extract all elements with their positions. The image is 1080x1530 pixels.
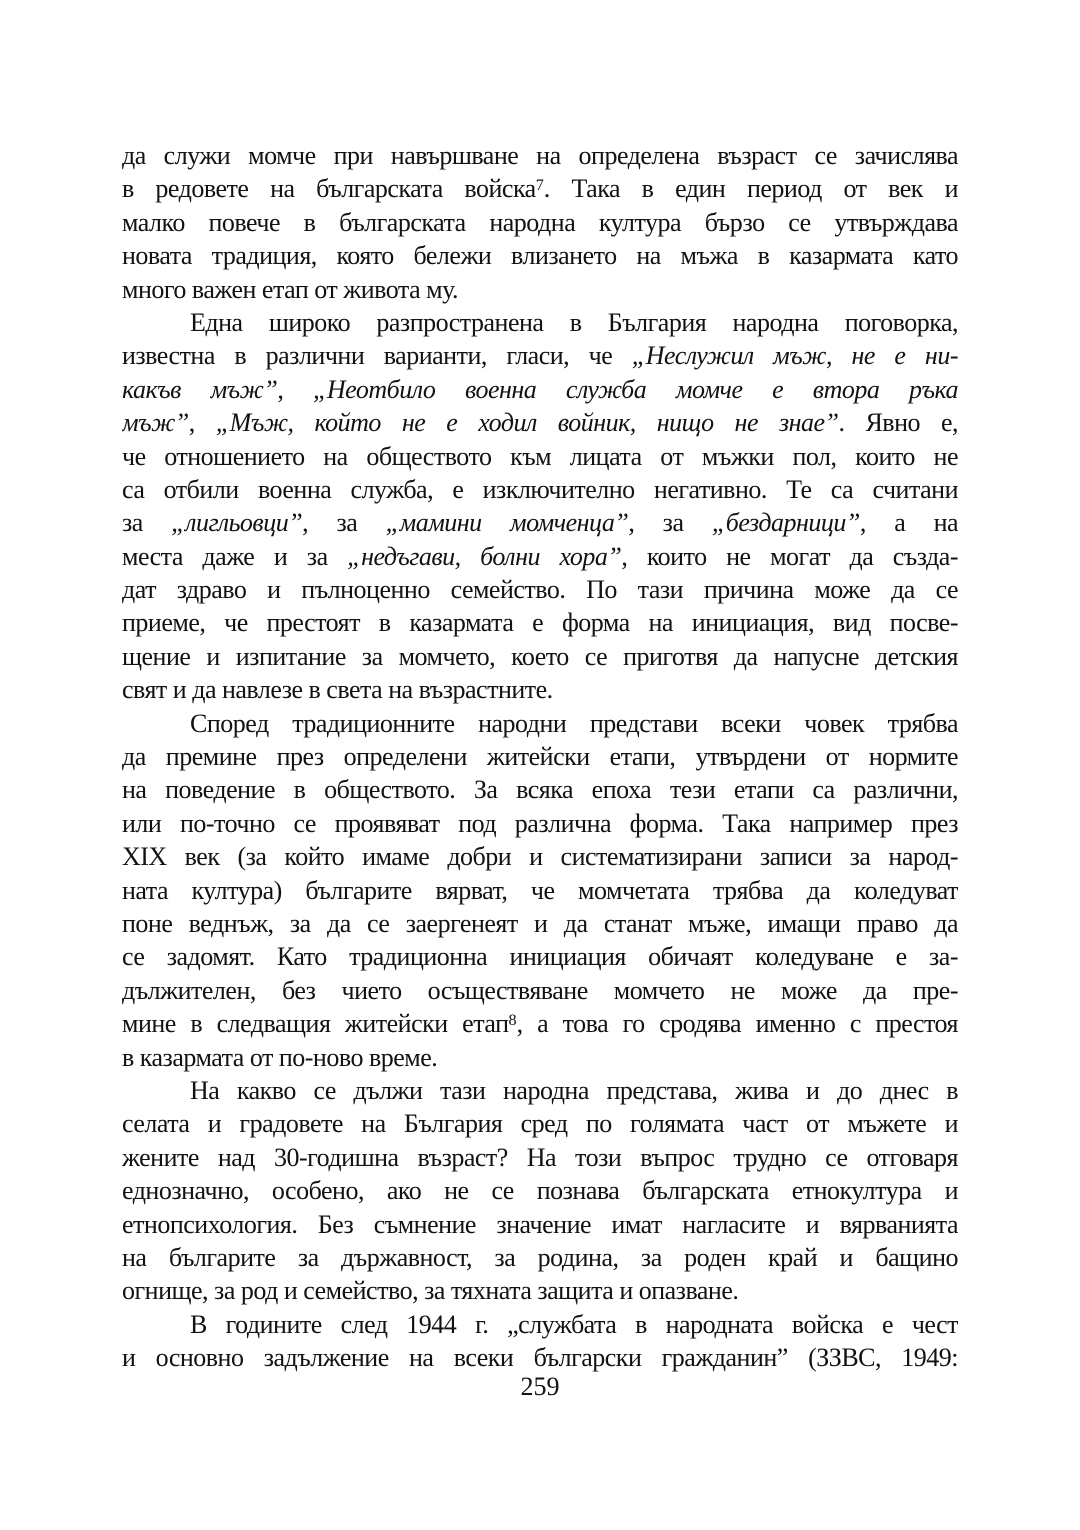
text-run: , за — [302, 508, 386, 538]
text-run: щение и изпитание за момчето, което се приготвя да напусне детския — [122, 641, 958, 671]
text-line — [122, 1241, 958, 1274]
text-run: жените над 30-годишна възраст? На този въпрос трудно се отговаря — [122, 1142, 958, 1172]
text-run: дължителен, без чието осъществяване момчето не може да пре- — [122, 975, 958, 1005]
italic-quote-text: какъв мъж” — [122, 374, 278, 404]
text-run: селата и градовете на България сред по голямата част от мъжете и — [122, 1109, 958, 1139]
text-run: , които не могат да създа- — [621, 541, 958, 571]
text-line — [122, 172, 958, 205]
text-run: . Явно е, — [838, 408, 958, 438]
text-line — [122, 640, 958, 673]
italic-quote-text: „Мъж, който не е ходил войник, нищо не знае” — [215, 408, 839, 438]
text-run: приеме, че престоят в казармата е форма на инициация, вид посве- — [122, 608, 958, 638]
paragraph — [122, 1308, 958, 1375]
text-line — [122, 974, 958, 1007]
text-run: , а на — [859, 508, 958, 538]
text-run: . Така в един период от век и — [543, 174, 958, 204]
text-run: мине в следващия житейски етап — [122, 1009, 509, 1039]
text-line — [122, 473, 958, 506]
footnote-reference: 8 — [508, 1011, 517, 1029]
text-run: се задомят. Като традиционна инициация обичаят коледуване е за- — [122, 942, 958, 972]
italic-quote-text: мъж” — [122, 408, 189, 438]
text-line — [122, 807, 958, 840]
text-line — [122, 273, 958, 306]
text-run: , а това го сродява именно с престоя — [516, 1009, 958, 1039]
text-run: в редовете на българската войска — [122, 174, 536, 204]
text-run: свят и да навлезе в света на възрастните. — [122, 675, 553, 705]
text-line — [122, 506, 958, 539]
text-line — [122, 339, 958, 372]
text-line — [122, 1007, 958, 1040]
text-line — [122, 206, 958, 239]
text-line — [122, 874, 958, 907]
text-run: места даже и за — [122, 541, 348, 571]
text-run: етнопсихология. Без съмнение значение имат нагласите и вярванията — [122, 1209, 958, 1239]
text-run: еднозначно, особено, ако не се познава българската етнокултура и — [122, 1176, 958, 1206]
text-run: , — [277, 374, 313, 404]
text-run: ната култура) българите вярват, че момчетата трябва да коледуват — [122, 875, 958, 905]
text-line — [122, 1274, 958, 1307]
text-run: известна в различни варианти, гласи, че — [122, 341, 632, 371]
text-run: или по-точно се проявяват под различна форма. Така например през — [122, 808, 958, 838]
italic-quote-text: „Неслужил мъж, не е ни- — [631, 341, 958, 371]
italic-quote-text: „Неотбило военна служба момче е втора ръка — [312, 374, 958, 404]
text-run: огнище, за род и семейство, за тяхната защита и опазване. — [122, 1276, 739, 1306]
paragraph — [122, 707, 958, 1074]
text-run: дат здраво и пълноценно семейство. По тази причина може да се — [122, 575, 958, 605]
text-run: са отбили военна служба, е изключително негативно. Те са считани — [122, 474, 958, 504]
text-line — [122, 406, 958, 439]
text-run: Според традиционните народни представи всеки човек трябва — [190, 708, 958, 738]
text-line — [122, 1174, 958, 1207]
text-run: Една широко разпространена в България народна поговорка, — [190, 307, 958, 337]
text-run: на поведение в обществото. За всяка епоха тези етапи са различни, — [122, 775, 958, 805]
text-line — [122, 1341, 958, 1374]
text-line — [122, 1107, 958, 1140]
text-run: за — [122, 508, 172, 538]
text-line — [122, 773, 958, 806]
text-run: малко повече в българската народна култура бързо се утвърждава — [122, 207, 958, 237]
text-run: да служи момче при навършване на определена възраст се зачислява — [122, 141, 958, 170]
text-run: На какво се дължи тази народна представа, жива и до днес в — [190, 1075, 958, 1105]
text-line — [122, 440, 958, 473]
text-run: XIX век (за който имаме добри и систематизирани записи за народ- — [122, 842, 958, 872]
text-line — [122, 707, 958, 740]
text-line — [122, 740, 958, 773]
text-line — [122, 1074, 958, 1107]
text-line — [122, 1141, 958, 1174]
text-run: новата традиция, която бележи влизането на мъжа в казармата като — [122, 241, 958, 271]
text-line — [122, 573, 958, 606]
text-run: В годините след 1944 г. „службата в народната войска е чест — [190, 1309, 958, 1339]
text-line — [122, 840, 958, 873]
text-run: и основно задължение на всеки български гражданин” (ЗЗВС, 1949: — [122, 1343, 958, 1373]
paragraph — [122, 139, 958, 306]
text-run: , за — [628, 508, 712, 538]
text-line — [122, 540, 958, 573]
text-run: на българите за държавност, за родина, за роден край и бащино — [122, 1242, 958, 1272]
text-block — [122, 139, 958, 1374]
text-line — [122, 139, 958, 172]
text-run: че отношението на обществото към лицата от мъжки пол, които не — [122, 441, 958, 471]
text-line — [122, 1308, 958, 1341]
text-line — [122, 673, 958, 706]
text-run: много важен етап от живота му. — [122, 274, 458, 304]
text-run: поне веднъж, за да се заергенеят и да станат мъже, имащи право да — [122, 908, 958, 938]
footnote-reference: 7 — [535, 177, 544, 195]
text-run: , — [188, 408, 216, 438]
text-line — [122, 1041, 958, 1074]
page-number: 259 — [520, 1372, 560, 1401]
text-run: в казармата от по-ново време. — [122, 1042, 438, 1072]
text-line — [122, 1208, 958, 1241]
text-line — [122, 907, 958, 940]
italic-quote-text: „недъгави, болни хора” — [347, 541, 622, 571]
italic-quote-text: „мамини момченца” — [385, 508, 629, 538]
italic-quote-text: „бездарници” — [711, 508, 860, 538]
text-line — [122, 306, 958, 339]
italic-quote-text: „лигльовци” — [171, 508, 303, 538]
paragraph — [122, 306, 958, 707]
paragraph — [122, 1074, 958, 1308]
text-line — [122, 606, 958, 639]
text-run: да премине през определени житейски етапи, утвърдени от нормите — [122, 742, 958, 772]
text-line — [122, 373, 958, 406]
text-line — [122, 239, 958, 272]
text-line — [122, 940, 958, 973]
